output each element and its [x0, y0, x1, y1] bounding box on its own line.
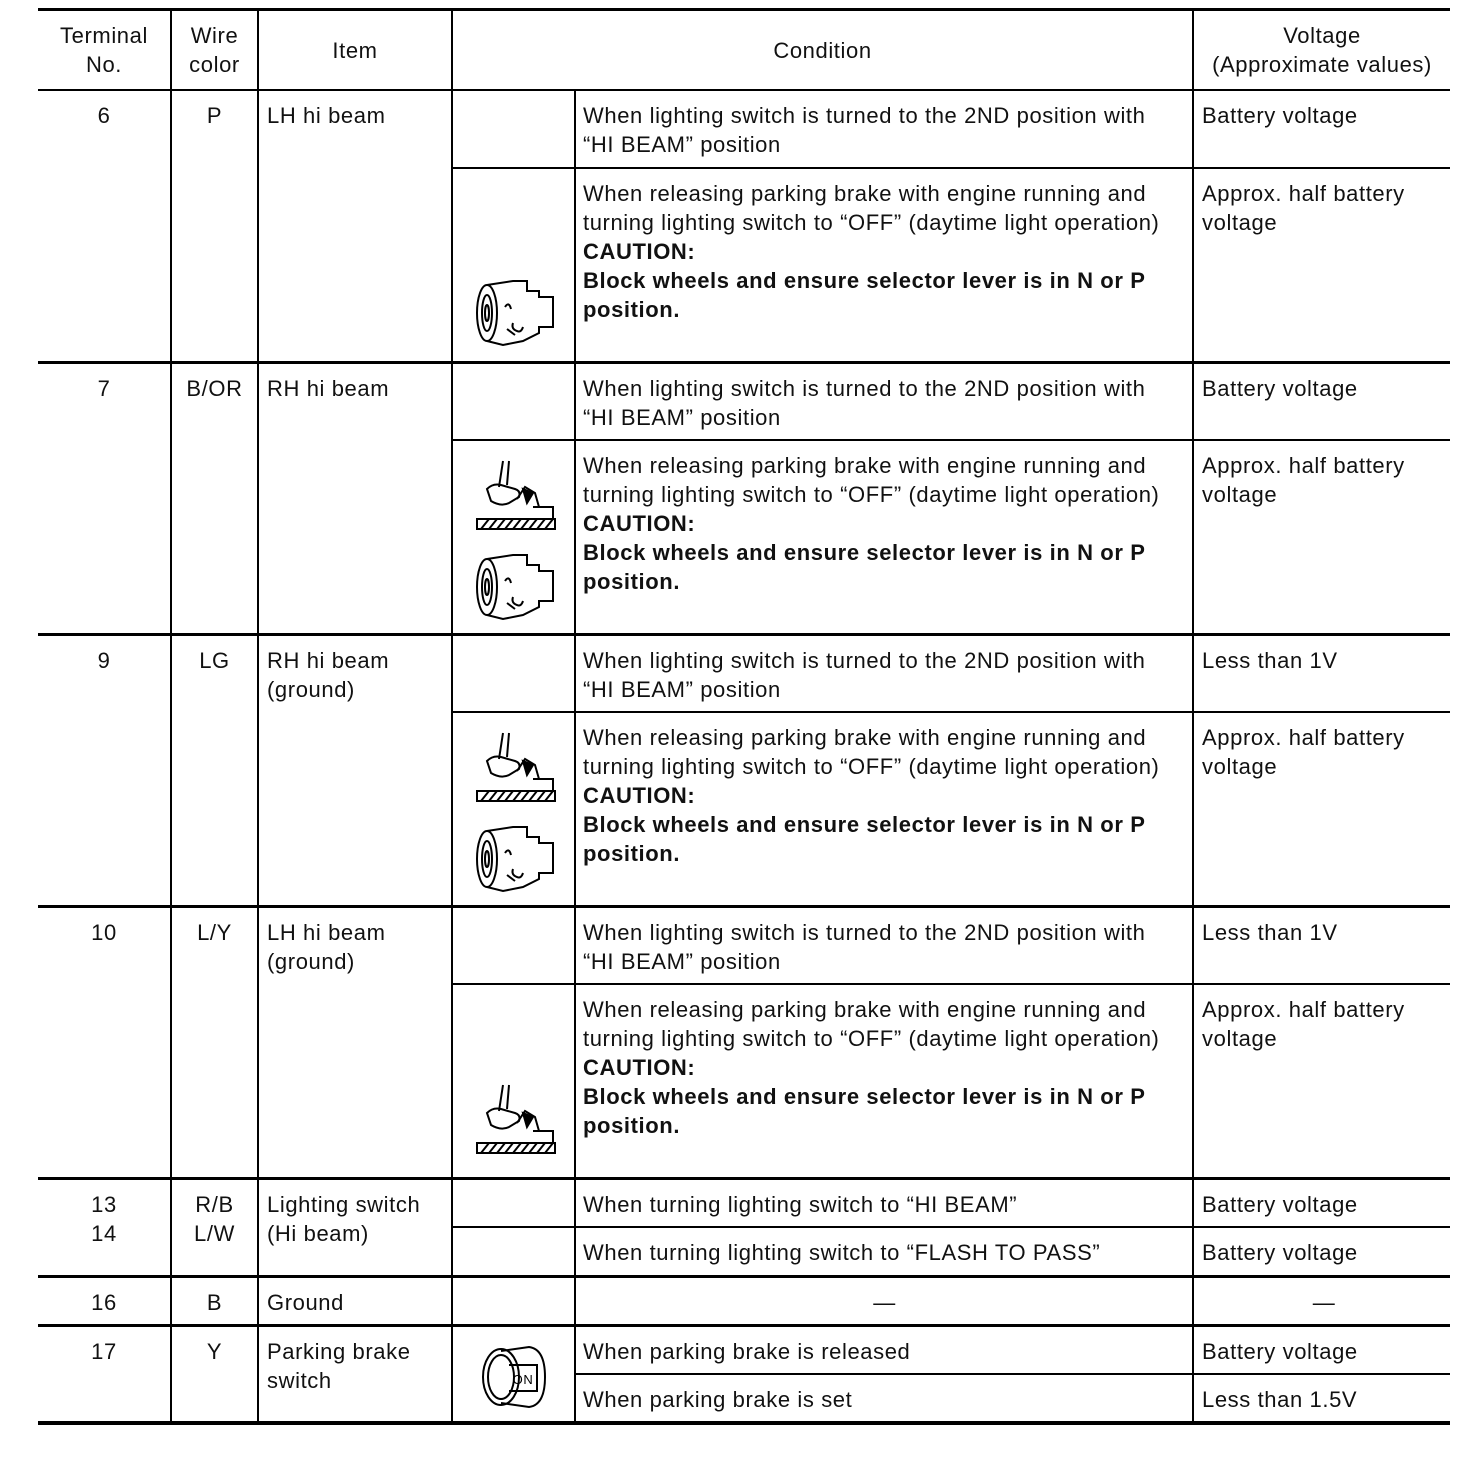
icon-cell	[452, 1227, 575, 1276]
icon-cell	[452, 1276, 575, 1325]
item-name: LH hi beam	[258, 90, 452, 362]
terminal-table-container	[38, 8, 1450, 1425]
condition-text: When lighting switch is turned to the 2ND position with “HI BEAM” position	[575, 906, 1193, 984]
icon-cell	[452, 906, 575, 984]
wire-color: L/Y	[171, 906, 258, 1178]
voltage-value: Approx. half battery voltage	[1193, 984, 1450, 1178]
item-name: RH hi beam (ground)	[258, 634, 452, 906]
wire-color: B	[171, 1276, 258, 1325]
icon-cell	[452, 712, 575, 906]
terminal-number: 17	[38, 1325, 171, 1423]
table-row	[38, 90, 1450, 168]
condition-text: —	[575, 1276, 1193, 1325]
terminal-number: 9	[38, 634, 171, 906]
voltage-value: Approx. half battery voltage	[1193, 440, 1450, 634]
condition-text: When releasing parking brake with engine running and turning lighting switch to “OFF” (daytime light operation) CAUTION: Block wheels and ensure selector lever is in N or P position.	[575, 984, 1193, 1178]
caution-label: CAUTION:	[583, 1055, 696, 1080]
voltage-value: Battery voltage	[1193, 1178, 1450, 1227]
terminal-13-14-group	[38, 1178, 1450, 1276]
condition-text: When lighting switch is turned to the 2ND position with “HI BEAM” position	[575, 634, 1193, 712]
caution-label: CAUTION:	[583, 511, 696, 536]
wire-color: LG	[171, 634, 258, 906]
terminal-number: 16	[38, 1276, 171, 1325]
voltage-value: Less than 1V	[1193, 906, 1450, 984]
condition-text: When lighting switch is turned to the 2ND position with “HI BEAM” position	[575, 362, 1193, 440]
header-wire-color: Wire color	[171, 10, 258, 91]
terminal-6-group	[38, 90, 1450, 362]
caution-text: Block wheels and ensure selector lever is in N or P	[583, 268, 1146, 293]
wire-color: B/OR	[171, 362, 258, 634]
caution-label: CAUTION:	[583, 783, 696, 808]
caution-text: position.	[583, 569, 681, 594]
engine-running-icon	[473, 823, 563, 895]
parking-brake-pedal-icon	[473, 1083, 563, 1159]
engine-running-icon	[473, 277, 563, 349]
header-row	[38, 10, 1450, 91]
parking-brake-pedal-icon	[473, 731, 563, 807]
voltage-value: Battery voltage	[1193, 1325, 1450, 1374]
condition-text: When parking brake is set	[575, 1374, 1193, 1423]
terminal-10-group	[38, 906, 1450, 1178]
icon-cell	[452, 1178, 575, 1227]
wire-color: Y	[171, 1325, 258, 1423]
icon-cell	[452, 984, 575, 1178]
condition-text: When releasing parking brake with engine running and turning lighting switch to “OFF” (daytime light operation) CAUTION: Block wheels and ensure selector lever is in N or P position.	[575, 440, 1193, 634]
icon-cell	[452, 90, 575, 168]
ignition-on-icon	[479, 1341, 551, 1413]
condition-text: When releasing parking brake with engine running and turning lighting switch to “OFF” (daytime light operation) CAUTION: Block wheels and ensure selector lever is in N or P position.	[575, 168, 1193, 362]
caution-text: Block wheels and ensure selector lever is in N or P	[583, 812, 1146, 837]
caution-text: position.	[583, 297, 681, 322]
table-row	[38, 1325, 1450, 1374]
item-name: Lighting switch (Hi beam)	[258, 1178, 452, 1276]
terminal-7-group	[38, 362, 1450, 634]
item-name: Parking brake switch	[258, 1325, 452, 1423]
table-row	[38, 362, 1450, 440]
icon-cell	[452, 1325, 575, 1423]
icon-cell	[452, 168, 575, 362]
wire-color: R/B L/W	[171, 1178, 258, 1276]
table-row	[38, 634, 1450, 712]
ignition-on-label: ON	[512, 1371, 534, 1387]
condition-text: When lighting switch is turned to the 2ND position with “HI BEAM” position	[575, 90, 1193, 168]
voltage-value: Battery voltage	[1193, 90, 1450, 168]
condition-text: When turning lighting switch to “HI BEAM”	[575, 1178, 1193, 1227]
wire-color: P	[171, 90, 258, 362]
caution-text: position.	[583, 841, 681, 866]
engine-running-icon	[473, 551, 563, 623]
caution-text: Block wheels and ensure selector lever is in N or P	[583, 540, 1146, 565]
terminal-number: 6	[38, 90, 171, 362]
terminal-16-group	[38, 1276, 1450, 1325]
caution-label: CAUTION:	[583, 239, 696, 264]
condition-text: When parking brake is released	[575, 1325, 1193, 1374]
voltage-value: Less than 1.5V	[1193, 1374, 1450, 1423]
table-row	[38, 1178, 1450, 1227]
item-name: LH hi beam (ground)	[258, 906, 452, 1178]
terminal-9-group	[38, 634, 1450, 906]
terminal-17-group	[38, 1325, 1450, 1423]
voltage-value: Approx. half battery voltage	[1193, 712, 1450, 906]
voltage-value: Battery voltage	[1193, 1227, 1450, 1276]
table-row	[38, 906, 1450, 984]
item-name: Ground	[258, 1276, 452, 1325]
table-row	[38, 1276, 1450, 1325]
caution-text: Block wheels and ensure selector lever is in N or P	[583, 1084, 1146, 1109]
terminal-voltage-table	[38, 8, 1450, 1425]
condition-text: When turning lighting switch to “FLASH TO PASS”	[575, 1227, 1193, 1276]
header-terminal: Terminal No.	[38, 10, 171, 91]
condition-text: When releasing parking brake with engine running and turning lighting switch to “OFF” (daytime light operation) CAUTION: Block wheels and ensure selector lever is in N or P position.	[575, 712, 1193, 906]
header-condition: Condition	[452, 10, 1193, 91]
header-voltage: Voltage (Approximate values)	[1193, 10, 1450, 91]
voltage-value: Less than 1V	[1193, 634, 1450, 712]
terminal-number: 7	[38, 362, 171, 634]
terminal-number: 10	[38, 906, 171, 1178]
voltage-value: Battery voltage	[1193, 362, 1450, 440]
voltage-value: Approx. half battery voltage	[1193, 168, 1450, 362]
parking-brake-pedal-icon	[473, 459, 563, 535]
terminal-number: 13 14	[38, 1178, 171, 1276]
icon-cell	[452, 362, 575, 440]
header-item: Item	[258, 10, 452, 91]
voltage-value: —	[1193, 1276, 1450, 1325]
icon-cell	[452, 634, 575, 712]
caution-text: position.	[583, 1113, 681, 1138]
icon-cell	[452, 440, 575, 634]
item-name: RH hi beam	[258, 362, 452, 634]
